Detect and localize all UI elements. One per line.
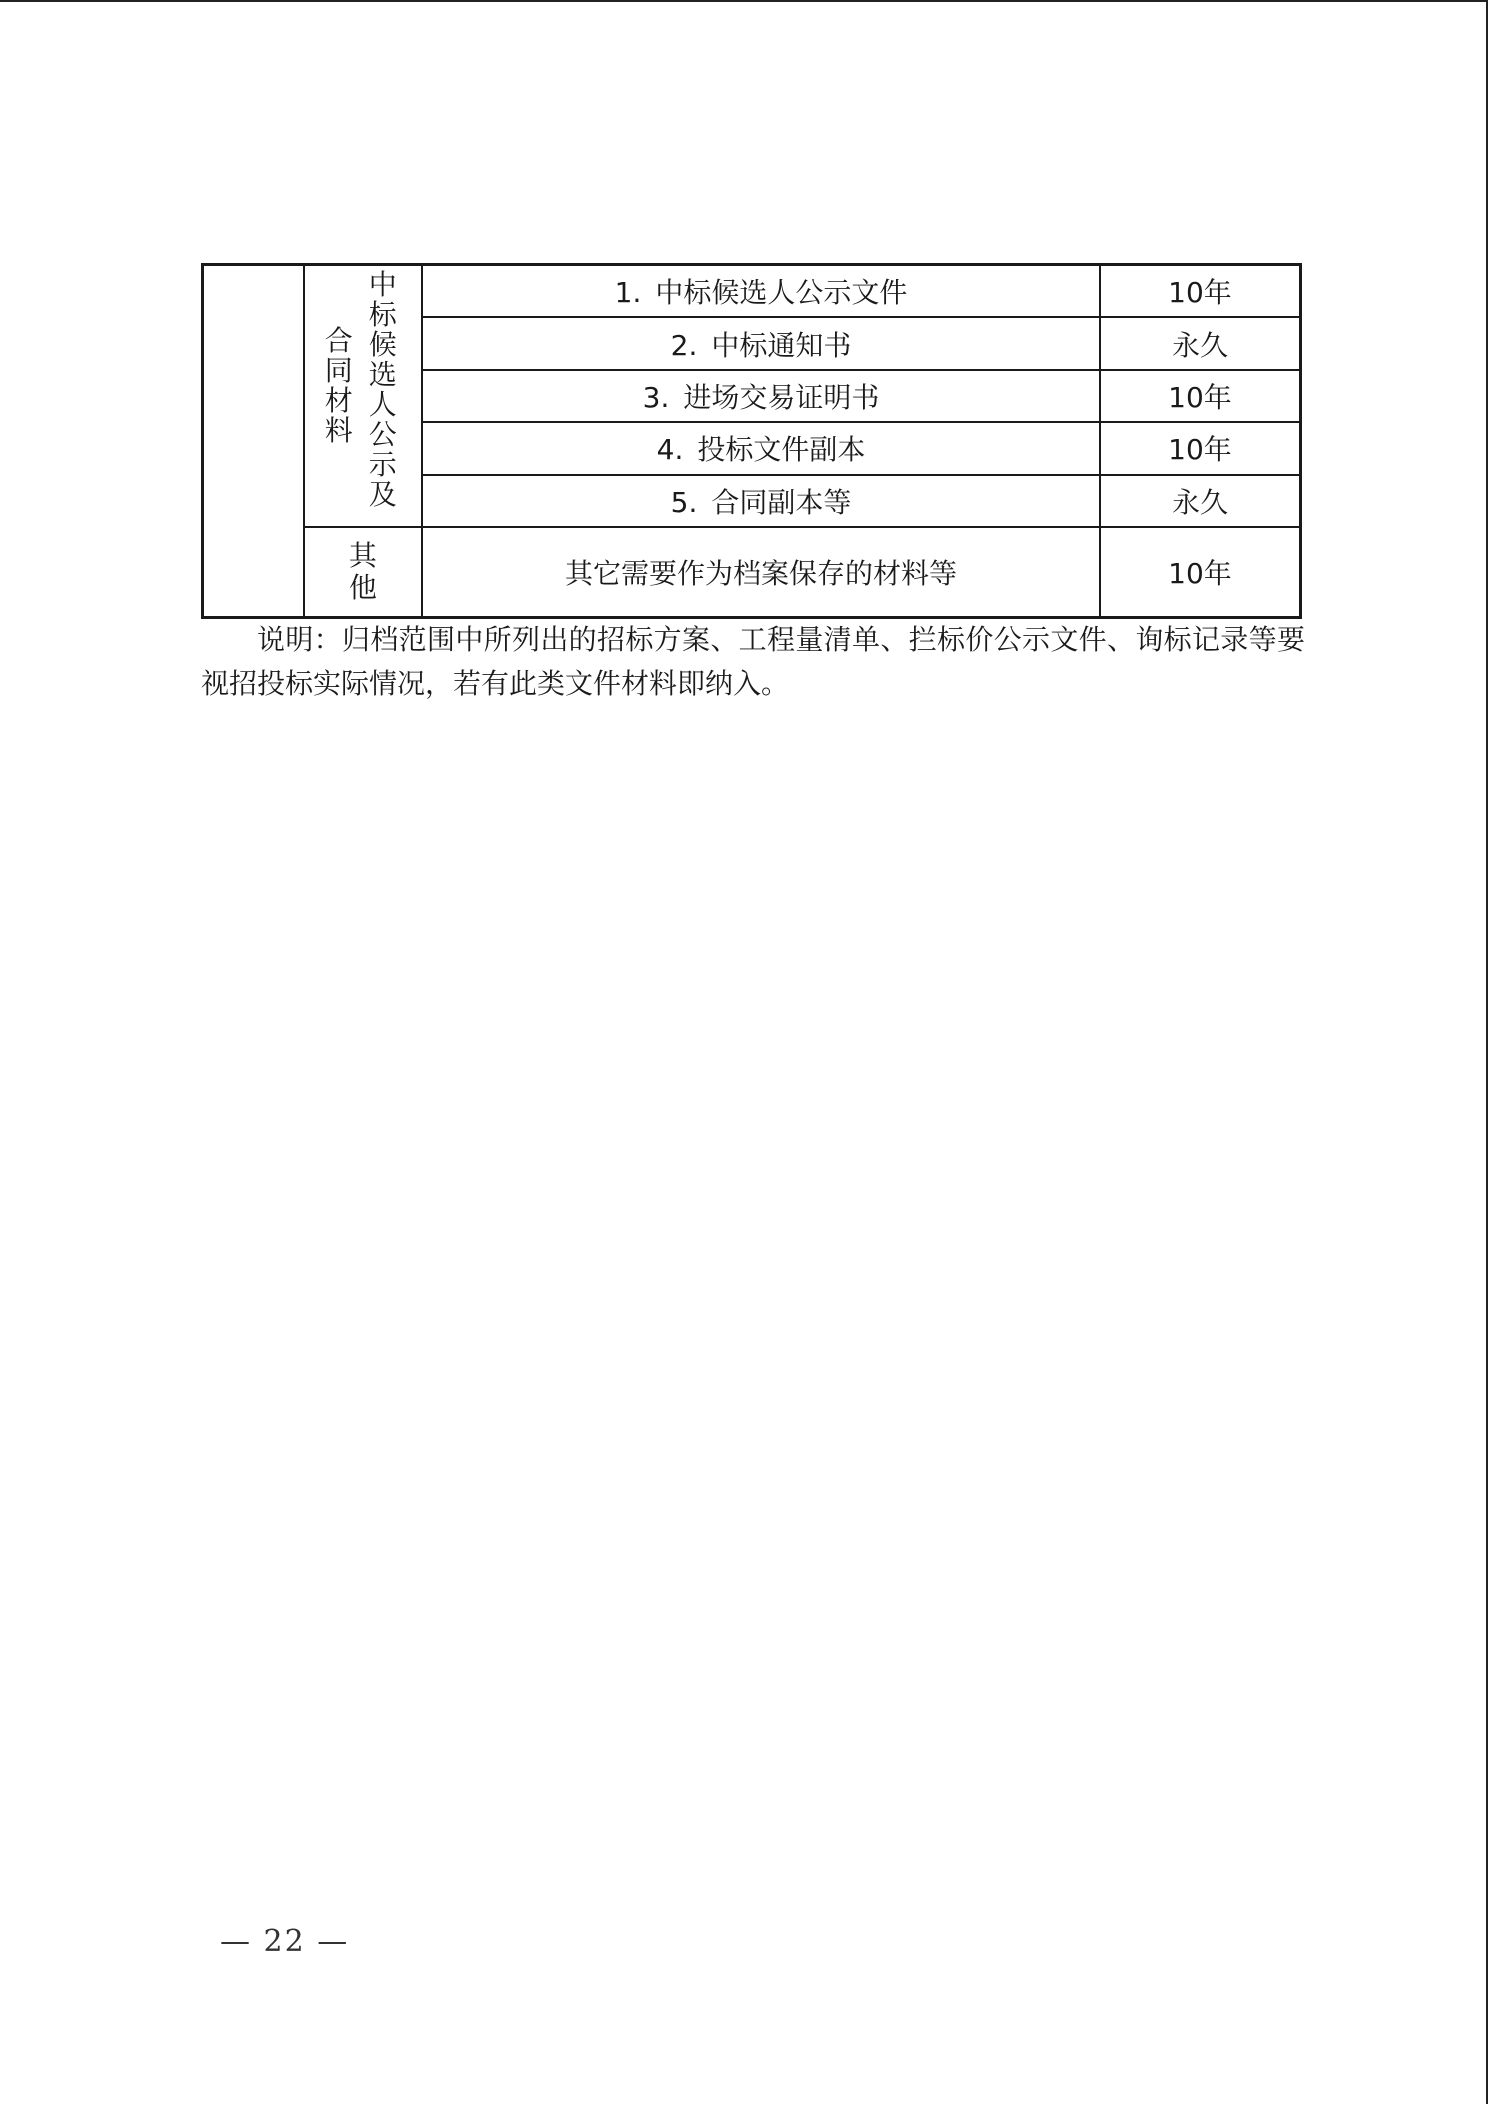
item-cell: 2. 中标通知书 <box>422 317 1100 369</box>
retention-period-cell: 永久 <box>1100 317 1301 369</box>
explanatory-note: 说明：归档范围中所列出的招标方案、工程量清单、拦标价公示文件、询标记录等要视招投标实际情况，若有此类文件材料即纳入。 <box>201 623 1305 700</box>
item-cell: 5. 合同副本等 <box>422 475 1100 527</box>
retention-period-cell: 10年 <box>1100 422 1301 474</box>
item-cell: 3. 进场交易证明书 <box>422 370 1100 422</box>
category-label-right-column: 中 标 候 选 人 公 示 及 <box>368 268 397 511</box>
retention-period-cell: 10年 <box>1100 370 1301 422</box>
table-row <box>203 265 1301 318</box>
retention-period-cell: 10年 <box>1100 527 1301 618</box>
archive-scope-table <box>201 263 1302 619</box>
page-number: — 22 — <box>220 1924 350 1959</box>
retention-period-cell: 永久 <box>1100 475 1301 527</box>
blank-category-cell <box>203 265 304 618</box>
item-cell: 1. 中标候选人公示文件 <box>422 265 1100 318</box>
category-cell-bid-and-contract <box>304 265 422 528</box>
category-label-left-column: 合 同 材 料 <box>324 324 353 447</box>
table-row-other <box>203 527 1301 618</box>
retention-period-cell: 10年 <box>1100 265 1301 318</box>
item-cell-other: 其它需要作为档案保存的材料等 <box>422 527 1100 618</box>
top-border-line <box>0 0 1488 2</box>
item-cell: 4. 投标文件副本 <box>422 422 1100 474</box>
category-cell-other: 其 他 <box>304 527 422 618</box>
